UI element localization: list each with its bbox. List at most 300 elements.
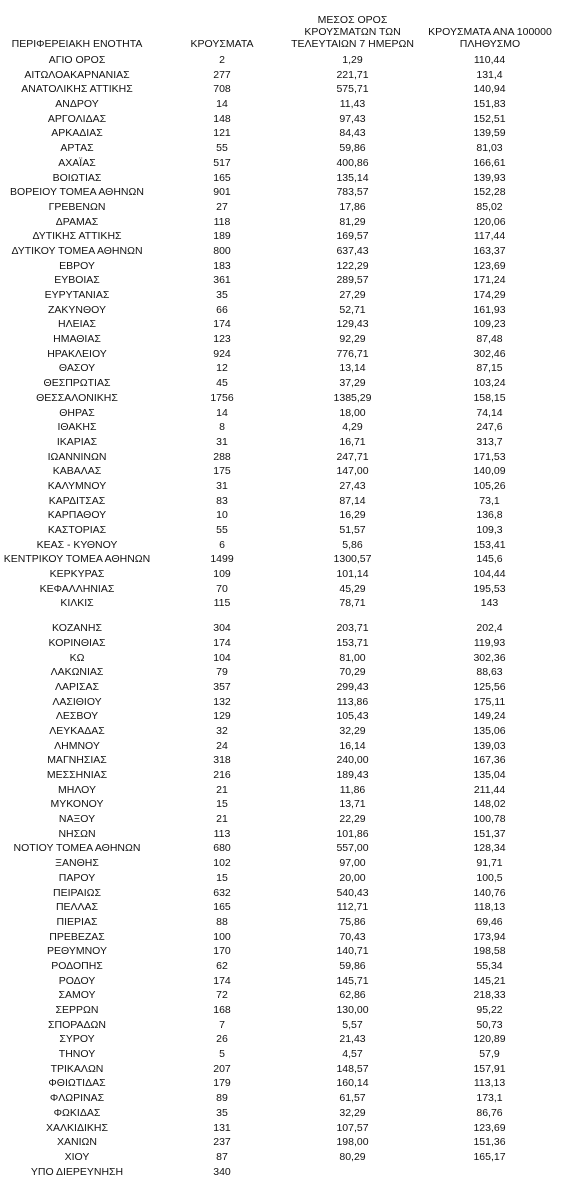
region-name-cell: ΑΓΙΟ ΟΡΟΣ [48,54,106,66]
cases-cell: 131 [213,1121,231,1134]
table-row [0,538,561,553]
region-name-cell: ΠΑΡΟΥ [58,871,96,884]
region-name-cell: ΚΕΝΤΡΙΚΟΥ ΤΟΜΕΑ ΑΘΗΝΩΝ [3,553,151,566]
region-name-cell: ΙΩΑΝΝΙΝΩΝ [47,450,107,463]
cases-cell: 121 [213,127,231,140]
region-name-cell: ΣΕΡΡΩΝ [55,1004,99,1016]
region-name-cell: ΦΛΩΡΙΝΑΣ [49,1092,105,1105]
per-100k-cell: 171,53 [473,450,506,463]
table-row [0,97,561,112]
region-name-cell: ΒΟΡΕΙΟΥ ΤΟΜΕΑ ΑΘΗΝΩΝ [10,186,144,199]
region-name-cell: ΑΧΑΪΑΣ [58,156,96,169]
table-row [0,567,561,582]
avg-7-days-cell: 80,29 [339,1150,366,1163]
region-name-cell: ΗΜΑΘΙΑΣ [53,333,101,346]
table-row [0,1047,561,1062]
per-100k-cell: 167,36 [473,754,506,767]
cases-cell: 102 [213,857,231,870]
table-row [0,1076,561,1091]
table-row [0,783,561,798]
cases-cell: 31 [216,479,228,492]
cases-cell: 123 [213,333,231,346]
per-100k-cell: 85,02 [476,200,503,213]
region-name-cell: ΦΘΙΩΤΙΔΑΣ [48,1077,106,1090]
cases-cell: 70 [216,582,228,595]
avg-7-days-cell: 32,29 [339,1106,366,1119]
table-row [0,1121,561,1136]
per-100k-cell: 117,44 [473,230,506,243]
per-100k-cell: 69,46 [476,915,503,928]
per-100k-cell: 120,06 [473,215,506,228]
table-row [0,361,561,376]
table-row [0,1165,561,1180]
table-row [0,768,561,783]
region-name-cell: ΚΕΦΑΛΛΗΝΙΑΣ [39,582,115,595]
per-100k-cell: 247,6 [476,421,503,434]
avg-7-days-cell: 11,86 [339,783,366,796]
per-100k-cell: 104,44 [473,568,506,581]
avg-7-days-cell: 203,71 [336,622,369,635]
region-name-cell: ΞΑΝΘΗΣ [55,857,99,870]
per-100k-cell: 202,4 [476,622,503,635]
cases-cell: 183 [213,259,231,272]
cases-cell: 304 [213,622,231,635]
per-100k-cell: 135,06 [473,724,506,737]
per-100k-cell: 171,24 [473,274,506,287]
table-row [0,406,561,421]
per-100k-cell: 113,13 [473,1077,506,1090]
table-row [0,724,561,739]
table-row [0,1091,561,1106]
cases-cell: 118 [213,215,231,228]
cases-cell: 15 [216,798,228,811]
region-name-cell: ΚΙΛΚΙΣ [60,597,94,610]
per-100k-cell: 148,02 [473,798,506,811]
cases-cell: 72 [216,989,228,1002]
table-row [0,523,561,538]
cases-cell: 179 [213,1077,231,1090]
avg-7-days-cell: 61,57 [339,1092,366,1105]
per-100k-cell: 145,21 [473,974,506,987]
avg-7-days-cell: 189,43 [336,769,369,781]
cases-cell: 12 [216,362,228,375]
cases-cell: 66 [216,303,228,316]
cases-cell: 109 [213,568,231,581]
table-row [0,1106,561,1121]
cases-cell: 165 [213,171,231,184]
region-name-cell: ΥΠΟ ΔΙΕΡΕΥΝΗΣΗ [30,1165,124,1178]
table-row [0,317,561,332]
cases-cell: 83 [216,494,228,507]
avg-7-days-cell: 81,29 [339,215,366,228]
avg-7-days-cell: 45,29 [339,582,366,595]
avg-7-days-cell: 289,57 [336,274,369,287]
region-name-cell: ΚΩ [69,651,85,664]
cases-cell: 800 [213,244,231,257]
region-name-cell: ΑΡΓΟΛΙΔΑΣ [47,112,107,125]
cases-cell: 174 [213,636,231,649]
avg-7-days-cell: 32,29 [339,724,366,737]
table-row [0,621,561,636]
table-row [0,753,561,768]
avg-7-days-cell: 16,29 [339,509,366,522]
region-name-cell: ΡΕΘΥΜΝΟΥ [46,945,107,958]
per-100k-cell: 81,03 [476,142,503,155]
cases-cell: 680 [213,842,231,855]
avg-7-days-cell: 113,86 [336,695,369,708]
table-body [0,53,561,1179]
region-name-cell: ΑΙΤΩΛΟΑΚΑΡΝΑΝΙΑΣ [24,68,130,81]
table-row [0,464,561,479]
region-name-cell: ΛΑΡΙΣΑΣ [55,680,99,693]
region-name-cell: ΧΑΛΚΙΔΙΚΗΣ [46,1121,108,1134]
per-100k-cell: 140,09 [473,465,506,478]
avg-7-days-cell: 240,00 [336,754,369,767]
table-row [0,797,561,812]
avg-7-days-cell: 22,29 [339,813,366,826]
per-100k-cell: 55,34 [476,959,503,972]
avg-7-days-cell: 27,43 [339,479,366,492]
cases-cell: 517 [213,156,231,169]
avg-7-days-cell: 13,14 [339,362,366,375]
per-100k-cell: 87,48 [476,333,503,346]
region-name-cell: ΛΑΚΩΝΙΑΣ [50,666,104,679]
table-row [0,1062,561,1077]
table-row [0,141,561,156]
cases-cell: 8 [219,421,225,434]
per-100k-cell: 161,93 [473,303,506,316]
cases-cell: 88 [216,915,228,928]
table-row [0,1150,561,1165]
per-100k-cell: 119,93 [473,636,506,649]
avg-7-days-cell: 4,29 [342,421,363,434]
region-name-cell: ΝΗΣΩΝ [58,827,96,840]
region-name-cell: ΕΥΡΥΤΑΝΙΑΣ [44,289,110,301]
avg-7-days-cell: 637,43 [336,244,369,257]
table-row [0,871,561,886]
per-100k-cell: 100,78 [473,813,506,826]
table-row [0,82,561,97]
avg-7-days-cell: 92,29 [339,333,366,346]
cases-cell: 2 [219,54,225,66]
region-name-cell: ΠΕΛΛΑΣ [55,901,99,914]
table-row [0,1135,561,1150]
per-100k-cell: 151,37 [473,827,506,840]
cases-cell: 6 [219,538,225,551]
region-name-cell: ΦΩΚΙΔΑΣ [53,1106,101,1119]
region-name-cell: ΡΟΔΟΠΗΣ [51,959,103,972]
table-row [0,856,561,871]
region-name-cell: ΧΙΟΥ [64,1150,90,1163]
cases-cell: 357 [213,680,231,693]
cases-cell: 55 [216,524,228,536]
region-name-cell: ΒΟΙΩΤΙΑΣ [52,171,102,184]
avg-7-days-cell: 783,57 [336,186,369,199]
avg-7-days-cell: 75,86 [339,915,366,928]
avg-7-days-cell: 540,43 [336,886,369,899]
region-name-cell: ΑΝΔΡΟΥ [55,98,99,111]
per-100k-cell: 163,37 [473,244,506,257]
per-100k-cell: 123,69 [473,259,506,272]
region-name-cell: ΚΟΖΑΝΗΣ [52,622,102,635]
cases-cell: 14 [216,98,228,111]
cases-cell: 340 [213,1165,231,1178]
per-100k-cell: 165,17 [473,1150,506,1163]
per-100k-cell: 173,94 [473,930,506,943]
table-row [0,303,561,318]
region-name-cell: ΖΑΚΥΝΘΟΥ [47,303,106,316]
avg-7-days-cell: 70,29 [339,666,366,679]
avg-7-days-cell: 145,71 [336,974,369,987]
header-avg-7-days: ΜΕΣΟΣ ΟΡΟΣ ΚΡΟΥΣΜΑΤΩΝ ΤΩΝ ΤΕΛΕΥΤΑΙΩΝ 7 ΗΜΕΡΩΝ [291,14,414,50]
cases-cell: 277 [213,68,231,81]
table-row [0,959,561,974]
region-name-cell: ΣΥΡΟΥ [59,1033,95,1046]
table-row [0,494,561,509]
table-row [0,112,561,127]
table-row [0,479,561,494]
avg-7-days-cell: 130,00 [336,1004,369,1016]
cases-cell: 168 [213,1004,231,1016]
avg-7-days-cell: 169,57 [336,230,369,243]
table-row [0,244,561,259]
per-100k-cell: 135,04 [473,769,506,781]
avg-7-days-cell: 400,86 [336,156,369,169]
cases-cell: 170 [213,945,231,958]
per-100k-cell: 152,51 [473,112,506,125]
cases-cell: 1499 [210,553,234,566]
per-100k-cell: 174,29 [473,289,506,301]
cases-cell: 79 [216,666,228,679]
per-100k-cell: 175,11 [473,695,506,708]
cases-cell: 5 [219,1048,225,1061]
per-100k-cell: 91,71 [476,857,503,870]
cases-cell: 21 [216,783,228,796]
avg-7-days-cell: 16,14 [339,739,366,752]
per-100k-cell: 149,24 [473,710,506,723]
avg-7-days-cell: 135,14 [336,171,369,184]
cases-cell: 318 [213,754,231,767]
table-row [0,552,561,567]
avg-7-days-cell: 112,71 [336,901,369,914]
per-100k-cell: 139,93 [473,171,506,184]
table-row [0,273,561,288]
avg-7-days-cell: 59,86 [339,142,366,155]
region-name-cell: ΗΛΕΙΑΣ [57,318,96,331]
region-name-cell: ΡΟΔΟΥ [58,974,96,987]
region-name-cell: ΙΚΑΡΙΑΣ [56,435,98,448]
region-name-cell: ΗΡΑΚΛΕΙΟΥ [47,347,107,360]
cases-cell: 129 [213,710,231,723]
per-100k-cell: 173,1 [476,1092,503,1105]
cases-cell: 165 [213,901,231,914]
region-name-cell: ΧΑΝΙΩΝ [57,1136,97,1149]
per-100k-cell: 158,15 [473,391,506,404]
per-100k-cell: 88,63 [476,666,503,679]
cases-cell: 100 [213,930,231,943]
region-name-cell: ΚΕΡΚΥΡΑΣ [49,568,105,581]
region-name-cell: ΔΡΑΜΑΣ [55,215,99,228]
per-100k-cell: 198,58 [473,945,506,958]
avg-7-days-cell: 13,71 [339,798,366,811]
region-name-cell: ΕΥΒΟΙΑΣ [54,274,100,287]
cases-cell: 87 [216,1150,228,1163]
table-row [0,709,561,724]
cases-cell: 132 [213,695,231,708]
table-row [0,420,561,435]
region-name-cell: ΣΠΟΡΑΔΩΝ [48,1018,106,1031]
cases-cell: 237 [213,1136,231,1149]
per-100k-cell: 120,89 [473,1033,506,1046]
avg-7-days-cell: 81,00 [339,651,366,664]
avg-7-days-cell: 87,14 [339,494,366,507]
table-row [0,391,561,406]
region-name-cell: ΘΑΣΟΥ [58,362,96,375]
region-name-cell: ΚΑΒΑΛΑΣ [52,465,102,478]
table-row [0,347,561,362]
per-100k-cell: 302,46 [473,347,506,360]
avg-7-days-cell: 148,57 [336,1062,369,1075]
avg-7-days-cell: 27,29 [339,289,366,301]
cases-cell: 35 [216,1106,228,1119]
per-100k-cell: 123,69 [473,1121,506,1134]
per-100k-cell: 50,73 [476,1018,503,1031]
avg-7-days-cell: 101,14 [336,568,369,581]
region-name-cell: ΚΕΑΣ - ΚΥΘΝΟΥ [36,538,118,551]
per-100k-cell: 95,22 [476,1004,503,1016]
avg-7-days-cell: 5,57 [342,1018,363,1031]
region-name-cell: ΓΡΕΒΕΝΩΝ [48,200,106,213]
avg-7-days-cell: 4,57 [342,1048,363,1061]
table-row [0,739,561,754]
table-row [0,171,561,186]
per-100k-cell: 109,23 [473,318,506,331]
region-name-cell: ΠΕΙΡΑΙΩΣ [53,886,101,899]
cases-cell: 189 [213,230,231,243]
per-100k-cell: 87,15 [476,362,503,375]
region-name-cell: ΝΟΤΙΟΥ ΤΟΜΕΑ ΑΘΗΝΩΝ [13,842,141,855]
cases-cell: 45 [216,377,228,390]
per-100k-cell: 140,94 [473,83,506,96]
cases-cell: 27 [216,200,228,213]
cases-cell: 901 [213,186,231,199]
cases-cell: 148 [213,112,231,125]
cases-cell: 174 [213,318,231,331]
avg-7-days-cell: 1300,57 [333,553,372,566]
table-row [0,812,561,827]
region-name-cell: ΣΑΜΟΥ [58,989,96,1002]
cases-cell: 708 [213,83,231,96]
region-name-cell: ΑΡΚΑΔΙΑΣ [51,127,103,140]
cases-cell: 15 [216,871,228,884]
per-100k-cell: 105,26 [473,479,506,492]
avg-7-days-cell: 78,71 [339,597,366,610]
region-name-cell: ΝΑΞΟΥ [58,813,96,826]
cases-cell: 288 [213,450,231,463]
header-cases: ΚΡΟΥΣΜΑΤΑ [190,38,254,50]
avg-7-days-cell: 299,43 [336,680,369,693]
cases-cell: 55 [216,142,228,155]
per-100k-cell: 302,36 [473,651,506,664]
per-100k-cell: 143 [480,597,499,610]
avg-7-days-cell: 21,43 [339,1033,366,1046]
table-row [0,974,561,989]
cases-cell: 14 [216,406,228,419]
avg-7-days-cell: 776,71 [336,347,369,360]
per-100k-cell: 151,36 [473,1136,506,1149]
cases-cell: 35 [216,289,228,301]
per-100k-cell: 218,33 [473,989,506,1002]
avg-7-days-cell: 140,71 [336,945,369,958]
table-row [0,1032,561,1047]
table-row [0,1003,561,1018]
region-name-cell: ΑΡΤΑΣ [60,142,94,155]
region-name-cell: ΚΟΡΙΝΘΙΑΣ [48,636,106,649]
per-100k-cell: 153,41 [473,538,506,551]
region-name-cell: ΠΙΕΡΙΑΣ [56,915,98,928]
region-name-cell: ΚΑΛΥΜΝΟΥ [47,479,107,492]
table-row [0,215,561,230]
avg-7-days-cell: 51,57 [339,524,366,536]
per-100k-cell: 73,1 [479,494,500,507]
avg-7-days-cell: 557,00 [336,842,369,855]
avg-7-days-cell: 70,43 [339,930,366,943]
cases-cell: 26 [216,1033,228,1046]
region-name-cell: ΛΗΜΝΟΥ [54,739,100,752]
region-name-cell: ΘΕΣΣΑΛΟΝΙΚΗΣ [36,391,118,404]
table-row [0,886,561,901]
avg-7-days-cell: 5,86 [342,538,363,551]
avg-7-days-cell: 147,00 [336,465,369,478]
avg-7-days-cell: 160,14 [336,1077,369,1090]
region-name-cell: ΑΝΑΤΟΛΙΚΗΣ ΑΤΤΙΚΗΣ [21,83,133,96]
table-row [0,68,561,83]
avg-7-days-cell: 198,00 [336,1136,369,1149]
cases-cell: 104 [213,651,231,664]
cases-cell: 24 [216,739,228,752]
avg-7-days-cell: 1385,29 [333,391,372,404]
avg-7-days-cell: 122,29 [336,259,369,272]
region-name-cell: ΘΗΡΑΣ [59,406,95,419]
avg-7-days-cell: 17,86 [339,200,366,213]
avg-7-days-cell: 1,29 [342,54,363,66]
table-row [0,596,561,611]
header-cases-per-100k: ΚΡΟΥΣΜΑΤΑ ΑΝΑ 100000 ΠΛΗΘΥΣΜΟ [428,26,552,50]
per-100k-cell: 125,56 [473,680,506,693]
avg-7-days-cell: 52,71 [339,303,366,316]
cases-cell: 632 [213,886,231,899]
cases-cell: 62 [216,959,228,972]
table-row [0,827,561,842]
avg-7-days-cell: 221,71 [336,68,369,81]
region-name-cell: ΚΑΡΔΙΤΣΑΣ [48,494,106,507]
per-100k-cell: 74,14 [476,406,503,419]
avg-7-days-cell: 153,71 [336,636,369,649]
region-name-cell: ΜΕΣΣΗΝΙΑΣ [46,769,108,781]
table-row [0,841,561,856]
cases-cell: 207 [213,1062,231,1075]
cases-cell: 7 [219,1018,225,1031]
table-row [0,185,561,200]
region-name-cell: ΛΕΥΚΑΔΑΣ [49,724,105,737]
cases-cell: 89 [216,1092,228,1105]
per-100k-cell: 152,28 [473,186,506,199]
cases-cell: 32 [216,724,228,737]
region-name-cell: ΤΗΝΟΥ [58,1048,96,1061]
avg-7-days-cell: 105,43 [336,710,369,723]
table-row [0,651,561,666]
table-row [0,680,561,695]
